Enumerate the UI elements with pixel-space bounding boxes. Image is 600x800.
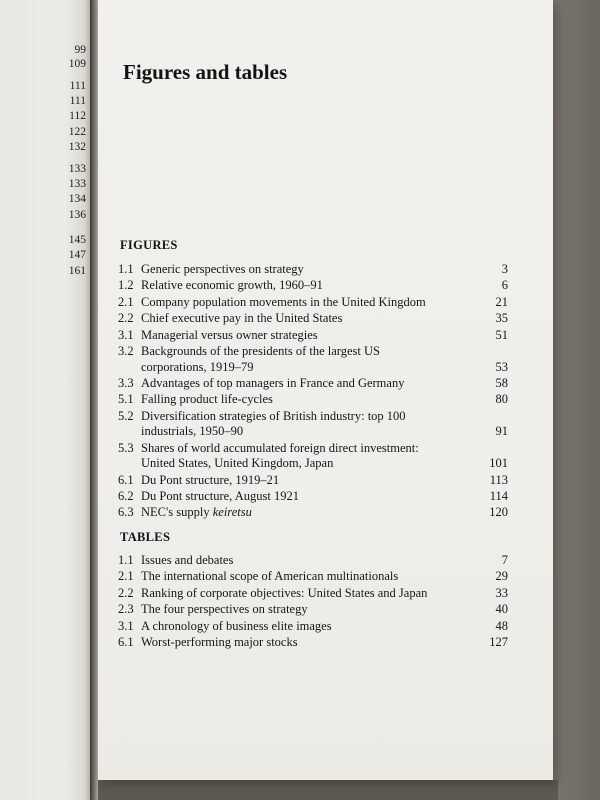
- figure-entry-number: 6.1: [118, 472, 134, 487]
- left-page-number: 112: [69, 110, 86, 122]
- figure-entry-page: 91: [495, 424, 508, 439]
- page-title: Figures and tables: [123, 60, 288, 84]
- figure-entry-page: 80: [495, 392, 508, 407]
- table-entry-title: Issues and debates: [141, 553, 234, 567]
- table-entry-number: 2.1: [118, 569, 134, 584]
- figure-entry-number: 5.2: [118, 408, 134, 423]
- left-page-number: 145: [68, 234, 86, 246]
- tables-heading: TABLES: [120, 530, 171, 544]
- figure-entry-page: 58: [495, 375, 508, 390]
- table-entry-number: 6.1: [118, 635, 134, 649]
- figure-entry-number: 3.3: [118, 375, 134, 390]
- left-page-number: 132: [68, 141, 86, 153]
- figure-entry-number: 6.2: [118, 488, 134, 503]
- figure-entry-title: Shares of world accumulated foreign direct investment: United States, United Kingdom, Japan: [141, 440, 419, 471]
- figure-entry-title: NEC's supply keiretsu: [141, 505, 252, 520]
- figure-entry-page: 6: [501, 278, 508, 293]
- left-page-number: 136: [68, 209, 86, 221]
- left-page-number: 147: [68, 249, 86, 261]
- page-bottom-shadow: [98, 780, 558, 800]
- figure-entry-number: 5.1: [118, 392, 134, 407]
- background-edge: [553, 0, 600, 800]
- figure-entry-title: Generic perspectives on strategy: [141, 262, 304, 276]
- table-entry-number: 3.1: [118, 618, 134, 633]
- figure-entry-number: 2.2: [118, 311, 134, 326]
- figure-entry-title: Managerial versus owner strategies: [141, 327, 318, 342]
- figure-entry-title: Falling product life-cycles: [141, 392, 273, 407]
- figure-entry-title: Advantages of top managers in France and Germany: [141, 375, 405, 390]
- figure-entry-page: 35: [495, 311, 508, 326]
- table-entry-page: 33: [495, 585, 508, 600]
- left-page-number: 134: [68, 193, 86, 205]
- figures-heading: FIGURES: [120, 238, 178, 252]
- figure-entry-title: Du Pont structure, 1919–21: [141, 472, 280, 487]
- table-entry-title: Worst-performing major stocks: [141, 635, 298, 649]
- left-page-number: 111: [69, 95, 86, 107]
- table-entry-number: 1.1: [118, 553, 134, 567]
- figure-entry-title: Du Pont structure, August 1921: [141, 488, 299, 503]
- table-entry-page: 48: [495, 618, 508, 633]
- left-page-number: 133: [68, 163, 86, 175]
- figure-entry-title: Chief executive pay in the United States: [141, 311, 343, 326]
- table-entry-number: 2.3: [118, 602, 134, 617]
- figure-entry-title: Backgrounds of the presidents of the largest US corporations, 1919–79: [141, 344, 380, 374]
- left-page: [0, 0, 92, 800]
- figure-entry-page: 120: [489, 505, 508, 520]
- figure-entry-page: 51: [495, 327, 508, 342]
- left-page-number: 133: [68, 178, 86, 190]
- figure-entry-number: 1.1: [118, 262, 134, 276]
- table-entry-title: Ranking of corporate objectives: United States and Japan: [141, 585, 428, 600]
- figure-entry-number: 6.3: [118, 505, 134, 520]
- table-entry-page: 7: [501, 553, 508, 567]
- figure-entry-number: 2.1: [118, 294, 134, 309]
- figure-entry-number: 5.3: [118, 440, 134, 455]
- left-page-number: 161: [68, 265, 86, 277]
- table-entry-title: A chronology of business elite images: [141, 618, 332, 633]
- figure-entry-page: 53: [495, 359, 508, 374]
- table-entry-page: 40: [495, 602, 508, 617]
- figure-entry-title: Relative economic growth, 1960–91: [141, 278, 323, 293]
- figure-entry-page: 21: [495, 294, 508, 309]
- table-entry-number: 2.2: [118, 585, 134, 600]
- figure-entry-page: 114: [489, 488, 508, 503]
- left-page-number: 99: [74, 44, 86, 56]
- table-entry-page: 127: [489, 635, 508, 649]
- figure-entry-page: 101: [489, 456, 508, 471]
- left-page-number: 122: [68, 126, 86, 138]
- table-entry-title: The four perspectives on strategy: [141, 602, 308, 617]
- table-entry-title: The international scope of American multinationals: [141, 569, 399, 584]
- table-entry-page: 29: [495, 569, 508, 584]
- figure-entry-number: 3.2: [118, 344, 134, 358]
- figure-entry-page: 3: [501, 262, 508, 276]
- left-page-number: 109: [68, 58, 86, 70]
- left-page-number: 111: [69, 80, 86, 92]
- figure-entry-italic-term: keiretsu: [212, 505, 252, 520]
- figure-entry-number: 1.2: [118, 278, 134, 293]
- figure-entry-title: Company population movements in the United Kingdom: [141, 294, 426, 309]
- figure-entry-number: 3.1: [118, 327, 134, 342]
- figure-entry-title: Diversification strategies of British industry: top 100 industrials, 1950–90: [141, 408, 406, 439]
- figure-entry-page: 113: [489, 472, 508, 487]
